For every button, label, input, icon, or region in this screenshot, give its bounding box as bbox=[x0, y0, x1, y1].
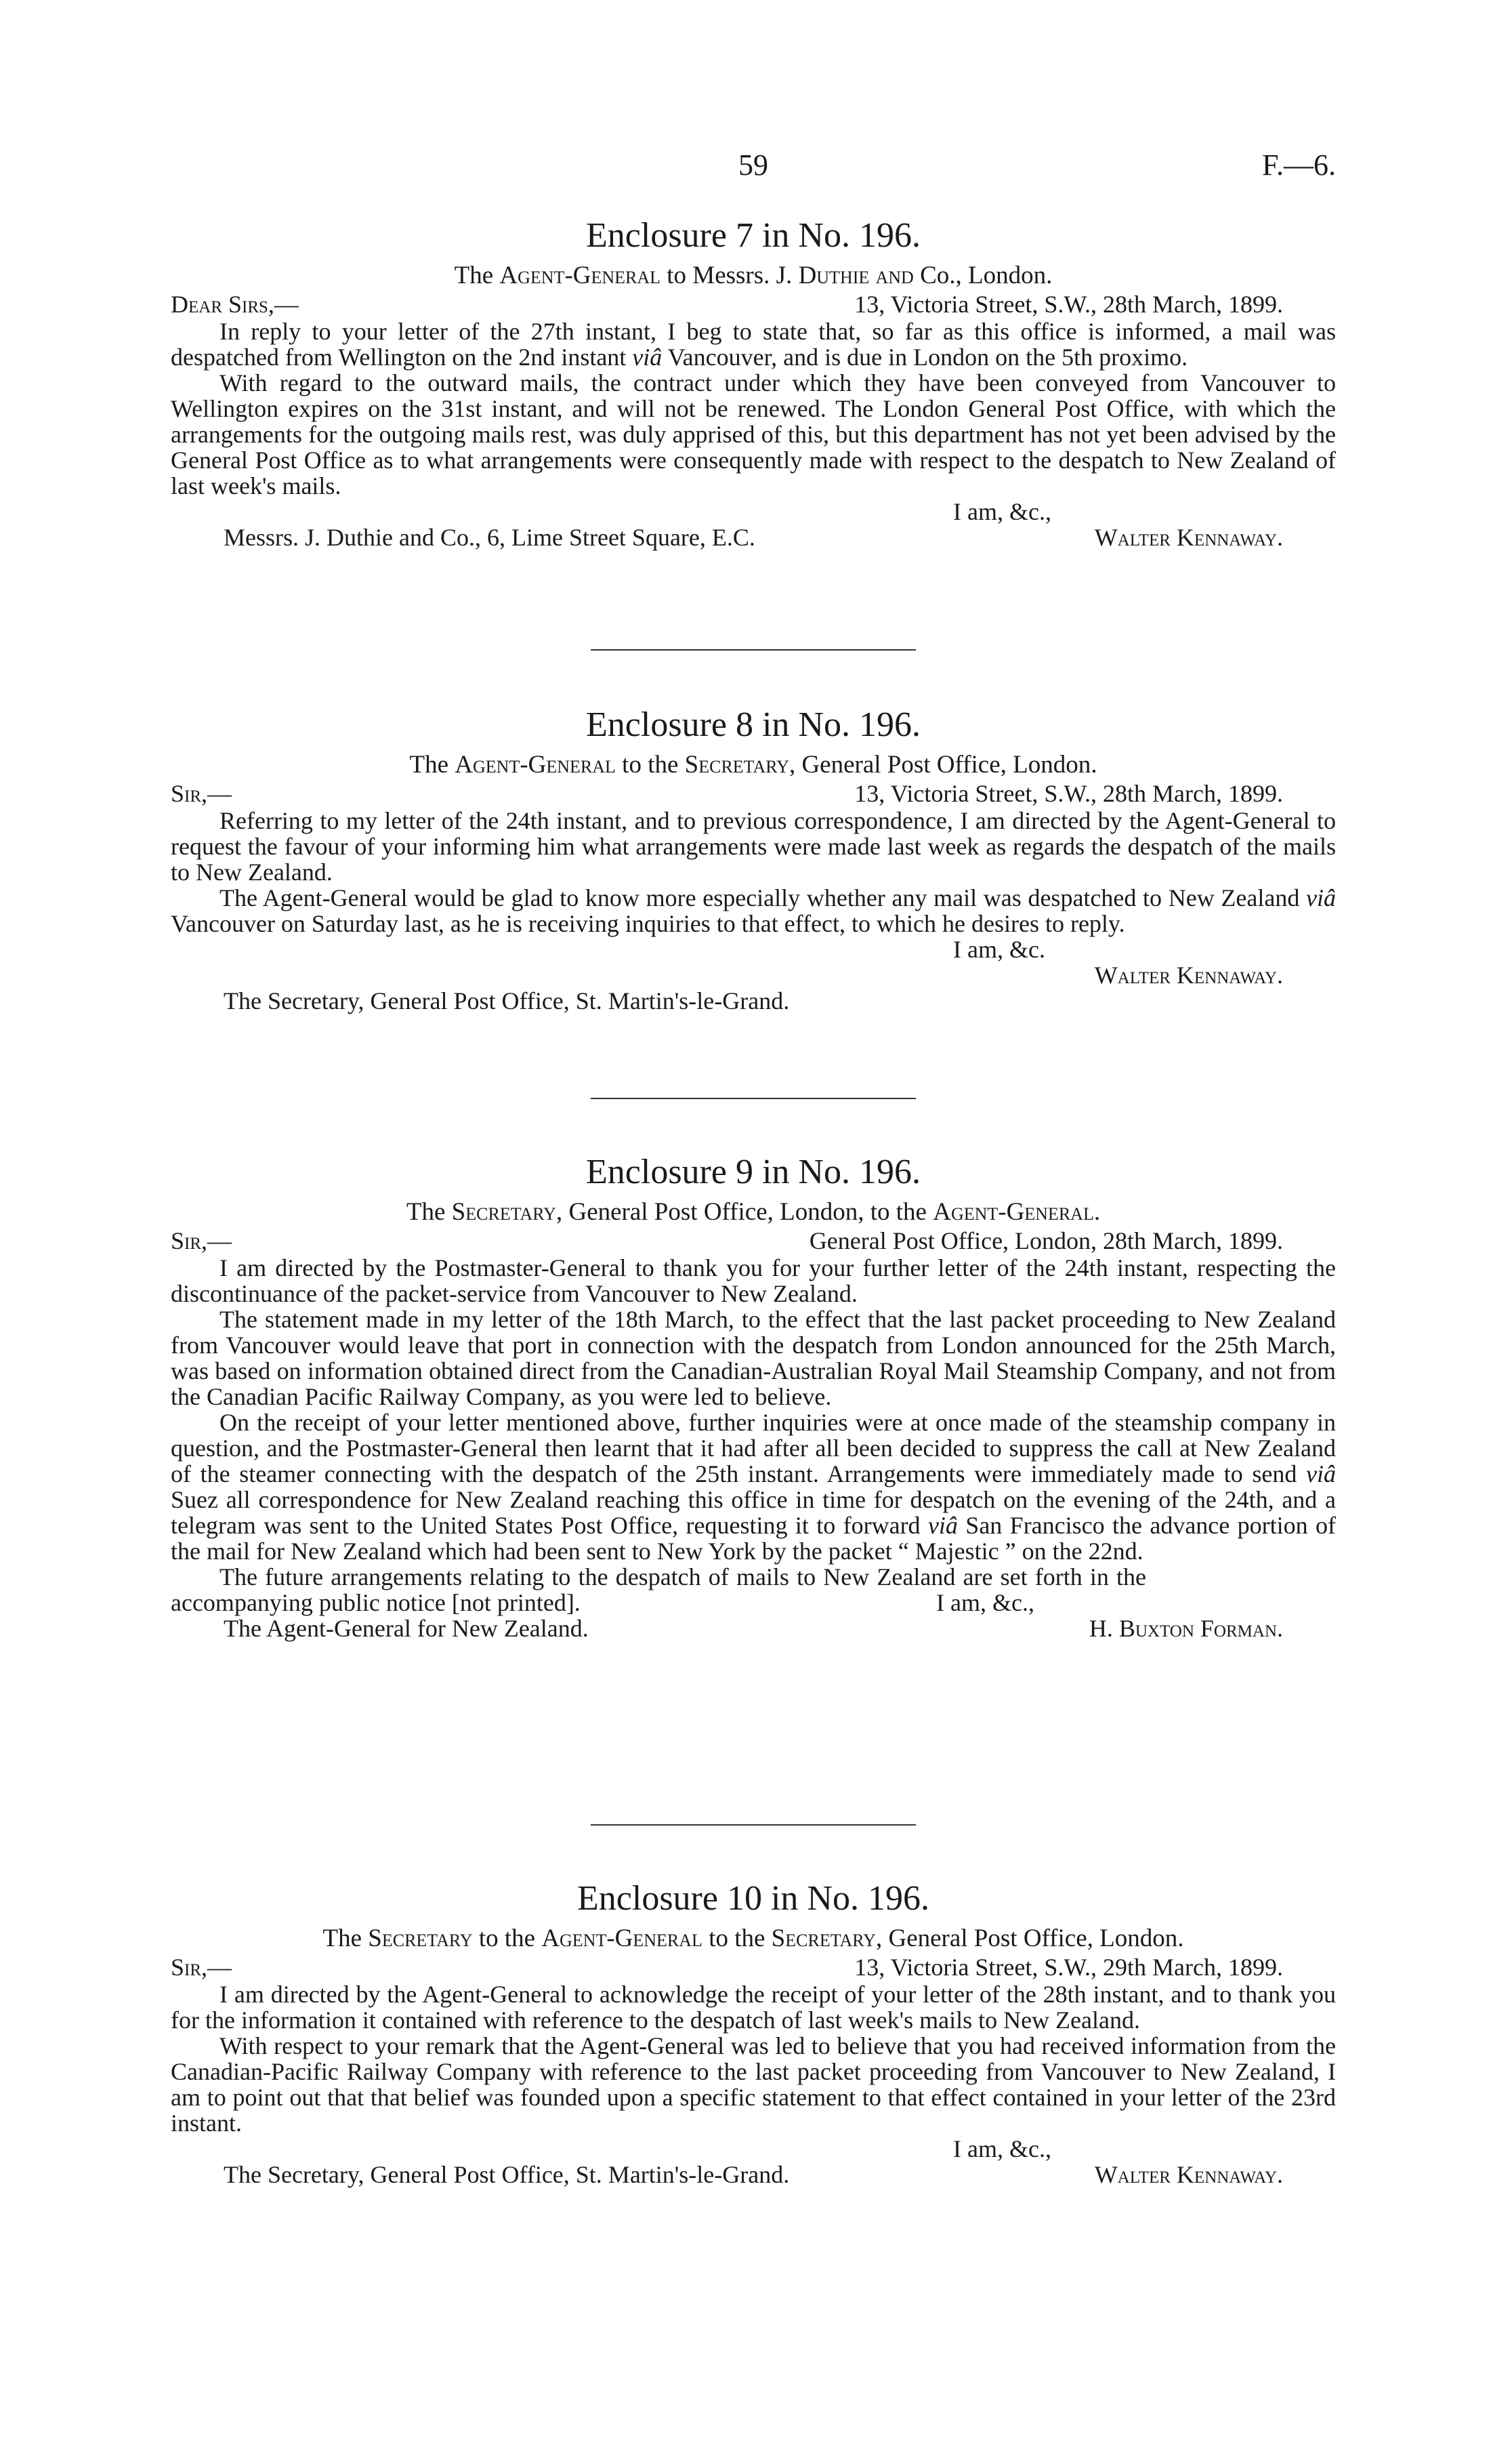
salutation-row bbox=[171, 1954, 1336, 1981]
from-sender: Agent-General bbox=[499, 262, 661, 289]
sender-address: 13, Victoria Street, S.W., 29th March, 1899. bbox=[854, 1954, 1283, 1981]
salutation-row bbox=[171, 291, 1336, 318]
closing: I am, &c., bbox=[953, 498, 1051, 525]
text: The Agent-General would be glad to know more especially whether any mail was despatched to New Zealand bbox=[219, 884, 1307, 911]
paragraph: I am directed by the Agent-General to acknowledge the receipt of your letter of the 28th instant, and to thank you for the information it contained with reference to the despatch of last week's mails to New Zealand. bbox=[171, 1981, 1336, 2034]
text: Vancouver, and is due in London on the 5th proximo. bbox=[662, 344, 1188, 371]
enclosure-7 bbox=[171, 215, 1336, 552]
closing-row bbox=[171, 2136, 1336, 2162]
from-sender: Secretary, bbox=[451, 1198, 563, 1226]
enclosure-8 bbox=[171, 705, 1336, 1014]
closing-row bbox=[171, 1590, 1336, 1615]
italic-text: viâ bbox=[1306, 884, 1336, 911]
closing: I am, &c., bbox=[953, 2135, 1051, 2162]
text: Vancouver on Saturday last, as he is receiving inquiries to that effect, to which he desires to reply. bbox=[171, 910, 1125, 937]
from-text: to the bbox=[702, 1925, 772, 1952]
from-text: General Post Office, London. bbox=[795, 751, 1097, 779]
addressee: The Secretary, General Post Office, St. Martin's-le-Grand. bbox=[224, 987, 790, 1014]
from-text: General Post Office, London, to the bbox=[562, 1198, 933, 1226]
addressee: The Secretary, General Post Office, St. Martin's-le-Grand. bbox=[224, 2161, 790, 2188]
page-number: 59 bbox=[738, 148, 768, 182]
text: In reply to your letter of the 27th instant, I beg to state that, so far as this office is informed, a mail was despatched from Wellington on the 2nd instant bbox=[171, 318, 1336, 371]
document-reference: F.—6. bbox=[1262, 148, 1336, 182]
paragraph bbox=[171, 1409, 1336, 1564]
closing-row bbox=[171, 499, 1336, 524]
italic-text: viâ bbox=[632, 344, 663, 371]
from-text: The bbox=[406, 1198, 452, 1226]
enclosure-title: Enclosure 7 in No. 196. bbox=[586, 216, 921, 255]
text: San Francisco the advance portion of the mail for New Zealand which had been sent to New York by the packet “ Majestic ” on the 22nd. bbox=[171, 1512, 1336, 1565]
from-recipient: Duthie and bbox=[798, 262, 914, 289]
salutation-row bbox=[171, 1228, 1336, 1255]
from-text: to the bbox=[472, 1925, 542, 1952]
signature: Walter Kennaway. bbox=[1094, 524, 1283, 551]
from-text: Co., London. bbox=[913, 262, 1053, 289]
enclosure-from-line bbox=[171, 1925, 1336, 1953]
text: On the receipt of your letter mentioned above, further inquiries were at once made of the steamship company in question, and the Postmaster-General then learnt that it had after all been decided to suppress the call at New Zealand of the steamer connecting with the despatch of the 25th instant. Arrangements were immediately made to send bbox=[171, 1409, 1336, 1487]
text: Suez all correspondence for New Zealand reaching this office in time for despatch on the evening of the 24th, and a telegram was sent to the United States Post Office, requesting it to forward bbox=[171, 1486, 1336, 1539]
salutation-row bbox=[171, 781, 1336, 808]
paragraph: With respect to your remark that the Agent-General was led to believe that you had received information from the Canadian-Pacific Railway Company with reference to the last packet proceeding from Vancouver to New Zealand, I am to point out that that belief was founded upon a specific statement to that effect contained in your letter of the 23rd instant. bbox=[171, 2032, 1336, 2137]
sender-address: 13, Victoria Street, S.W., 28th March, 1899. bbox=[854, 780, 1283, 807]
enclosure-from-line bbox=[171, 751, 1336, 779]
page-header bbox=[171, 148, 1336, 188]
section-divider bbox=[591, 649, 916, 651]
paragraph: The statement made in my letter of the 18th March, to the effect that the last packet proceeding to New Zealand from Vancouver would leave that port in connection with the despatch from London announced for the 25th March, was based on information obtained direct from the Canadian-Australian Royal Mail Steamship Company, and not from the Canadian Pacific Railway Company, as you were led to believe. bbox=[171, 1306, 1336, 1410]
from-text: The bbox=[322, 1925, 369, 1952]
from-sender: Secretary bbox=[368, 1925, 473, 1952]
enclosure-title: Enclosure 10 in No. 196. bbox=[577, 1879, 929, 1918]
sender-address: 13, Victoria Street, S.W., 28th March, 1899. bbox=[854, 291, 1283, 318]
addressee: Messrs. J. Duthie and Co., 6, Lime Street Square, E.C. bbox=[224, 524, 755, 551]
closing: I am, &c., bbox=[936, 1589, 1034, 1616]
from-text: General Post Office, London. bbox=[882, 1925, 1184, 1952]
enclosure-from-line bbox=[171, 262, 1336, 290]
from-recipient: Secretary, bbox=[684, 751, 796, 779]
enclosure-title: Enclosure 9 in No. 196. bbox=[586, 1153, 921, 1191]
signature-row bbox=[171, 1615, 1336, 1643]
sender-address: General Post Office, London, 28th March, 1899. bbox=[809, 1227, 1283, 1254]
signature-row bbox=[171, 2162, 1336, 2189]
signature: Walter Kennaway. bbox=[1094, 2161, 1283, 2188]
from-text: The bbox=[454, 262, 500, 289]
signature: Walter Kennaway. bbox=[1094, 962, 1283, 989]
from-text: to the bbox=[615, 751, 685, 779]
paragraph: The future arrangements relating to the despatch of mails to New Zealand are set forth in the accompanying public notice [not printed]. bbox=[171, 1563, 1146, 1616]
addressee: The Agent-General for New Zealand. bbox=[224, 1615, 589, 1642]
enclosure-title: Enclosure 8 in No. 196. bbox=[586, 705, 921, 744]
paragraph bbox=[171, 318, 1336, 370]
enclosure-10 bbox=[171, 1878, 1336, 2189]
closing: I am, &c. bbox=[953, 936, 1045, 963]
signature-row bbox=[171, 524, 1336, 552]
closing-row bbox=[171, 937, 1336, 962]
paragraph: Referring to my letter of the 24th instant, and to previous correspondence, I am directed by the Agent-General to request the favour of your informing him what arrangements were made last week as regards the despatch of the mails to New Zealand. bbox=[171, 807, 1336, 886]
salutation: Sir,— bbox=[171, 780, 232, 807]
from-recipient: Secretary, bbox=[771, 1925, 883, 1952]
salutation: Sir,— bbox=[171, 1954, 232, 1981]
section-divider bbox=[591, 1824, 916, 1826]
from-text: The bbox=[409, 751, 455, 779]
section-divider bbox=[591, 1098, 916, 1099]
from-text: to Messrs. J. bbox=[660, 262, 799, 289]
from-intermediary: Agent-General bbox=[541, 1925, 702, 1952]
salutation: Dear Sirs,— bbox=[171, 291, 299, 318]
from-recipient: Agent-General. bbox=[933, 1198, 1101, 1226]
from-sender: Agent-General bbox=[455, 751, 616, 779]
enclosure-from-line bbox=[171, 1198, 1336, 1227]
italic-text: viâ bbox=[1306, 1460, 1336, 1487]
paragraph bbox=[171, 885, 1336, 937]
paragraph: I am directed by the Postmaster-General to thank you for your further letter of the 24th instant, respecting the discontinuance of the packet-service from Vancouver to New Zealand. bbox=[171, 1254, 1336, 1307]
enclosure-9 bbox=[171, 1152, 1336, 1643]
signature: H. Buxton Forman. bbox=[1089, 1615, 1283, 1642]
salutation: Sir,— bbox=[171, 1227, 232, 1254]
italic-text: viâ bbox=[927, 1512, 958, 1539]
paragraph: With regard to the outward mails, the contract under which they have been conveyed from Vancouver to Wellington expires on the 31st instant, and will not be renewed. The London General Post Office, with which the arrangements for the outgoing mails rest, was duly apprised of this, but this department has not yet been advised by the General Post Office as to what arrangements were consequently made with respect to the despatch to New Zealand of last week's mails. bbox=[171, 369, 1336, 499]
